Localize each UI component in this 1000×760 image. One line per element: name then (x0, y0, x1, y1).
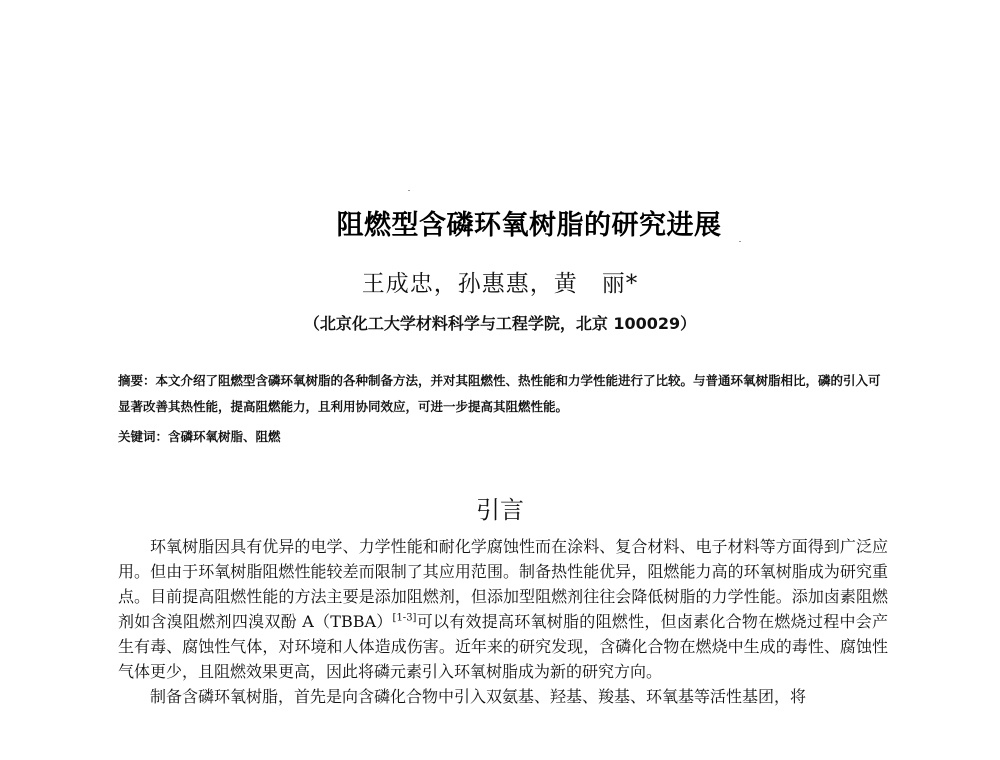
author-affiliation: （北京化工大学材料科学与工程学院，北京 100029） (303, 314, 697, 333)
citation-ref: [1-3] (392, 612, 417, 624)
abstract-label: 摘要： (118, 373, 156, 388)
abstract (118, 368, 888, 420)
paragraph-1-text-a: 环氧树脂因具有优异的电学、力学性能和耐化学腐蚀性而在涂料、复合材料、电子材料等方面得到广泛应用。但由于环氧树脂阻燃性能较差而限制了其应用范围。制备热性能优异，阻燃能力高的环氧树脂成为研究重点。目前提高阻燃性能的方法主要是添加阻燃剂，但添加型阻燃剂往往会降低树脂的力学性能。添加卤素阻燃剂如含溴阻燃剂四溴双酚 A（TBBA） (118, 537, 888, 631)
paragraph-1-text-b: 可以有效提高环氧树脂的阻燃性，但卤素化合物在燃烧过程中会产生有毒、腐蚀性气体，对环境和人体造成伤害。近年来的研究发现，含磷化合物在燃烧中生成的毒性、腐蚀性气体更少，且阻燃效果更高，因此将磷元素引入环氧树脂成为新的研究方向。 (118, 612, 888, 681)
introduction-body (118, 534, 888, 709)
paragraph-2: 制备含磷环氧树脂，首先是向含磷化合物中引入双氨基、羟基、羧基、环氧基等活性基团，将 (150, 687, 807, 706)
keywords-text: 含磷环氧树脂、阻燃 (168, 429, 281, 444)
scan-speck (408, 190, 410, 191)
author-list: 王成忠，孙惠惠，黄 丽* (361, 271, 639, 297)
keywords-label: 关键词： (118, 429, 169, 444)
section-heading-introduction: 引言 (476, 496, 524, 524)
scan-speck (739, 241, 741, 242)
paragraph-1 (118, 534, 888, 684)
paper-title: 阻燃型含磷环氧树脂的研究进展 (336, 210, 722, 241)
keywords (118, 427, 888, 445)
abstract-text: 本文介绍了阻燃型含磷环氧树脂的各种制备方法，并对其阻燃性、热性能和力学性能进行了比较。与普通环氧树脂相比，磷的引入可显著改善其热性能，提高阻燃能力，且利用协同效应，可进一步提高其阻燃性能。 (118, 373, 881, 414)
